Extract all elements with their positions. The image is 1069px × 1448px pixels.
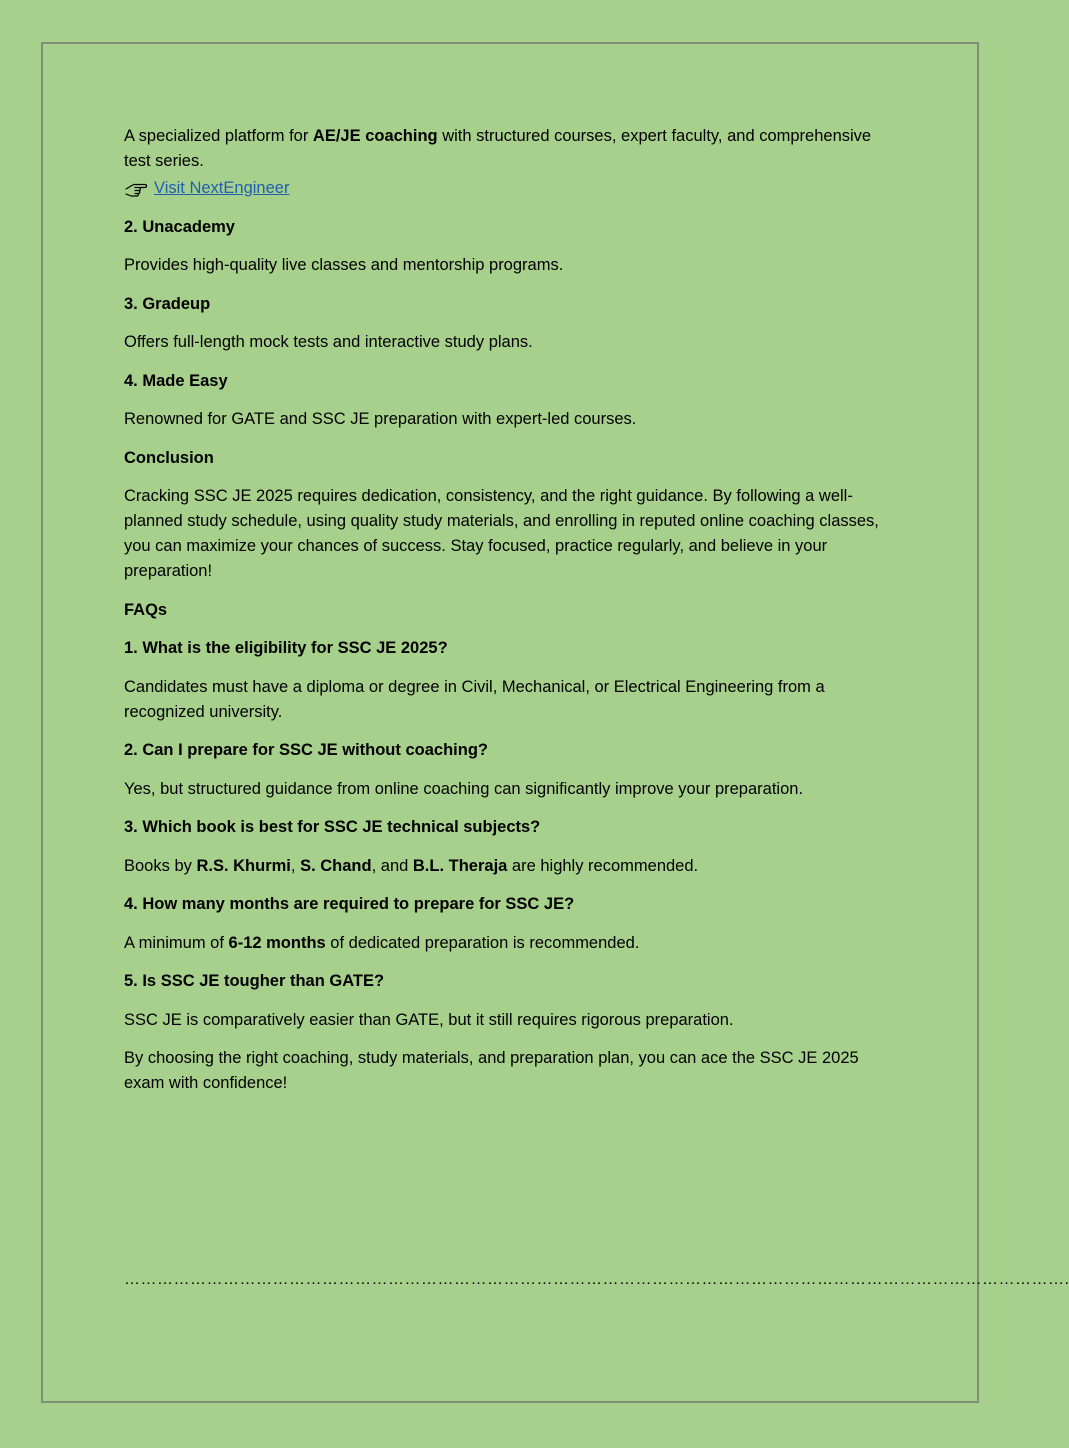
- faqs-heading: FAQs: [124, 600, 168, 619]
- duration-bold: 6-12 months: [228, 933, 326, 952]
- faq-answer-3: [124, 854, 902, 879]
- platform-3-desc: Offers full-length mock tests and interactive study plans.: [124, 333, 533, 351]
- book-author-3: B.L. Theraja: [412, 856, 508, 875]
- faq-question-1: 1. What is the eligibility for SSC JE 2025?: [124, 639, 448, 657]
- faq-answer-3-text-4: are highly recommended.: [507, 856, 699, 875]
- document-body: [124, 124, 902, 1110]
- faq-question-5: 5. Is SSC JE tougher than GATE?: [124, 972, 385, 990]
- intro-text-2: with structured courses, expert faculty, and comprehensive test series.: [124, 127, 872, 170]
- conclusion-heading: Conclusion: [124, 448, 214, 467]
- faq-answer-1: Candidates must have a diploma or degree in Civil, Mechanical, or Electrical Engineering from a recognized university.: [124, 677, 825, 721]
- dotted-separator: ……………………………………………………………………………………………………………………………………………………….: [124, 1271, 1069, 1288]
- conclusion-text: Cracking SSC JE 2025 requires dedication, consistency, and the right guidance. By following a well-planned study schedule, using quality study materials, and enrolling in reputed online coaching classes, you can maximize your chances of success. Stay focused, practice regularly, and believe in your preparation!: [124, 487, 879, 580]
- intro-text-1: A specialized platform for: [124, 127, 313, 145]
- intro-bold: AE/JE coaching: [312, 127, 438, 145]
- faq-question-3: 3. Which book is best for SSC JE technical subjects?: [124, 818, 541, 836]
- faq-question-4: 4. How many months are required to prepare for SSC JE?: [124, 895, 575, 913]
- intro-paragraph: [124, 124, 902, 174]
- faq-answer-2: Yes, but structured guidance from online coaching can significantly improve your preparation.: [124, 779, 804, 798]
- link-line: [124, 176, 902, 201]
- faq-answer-3-text-1: Books by: [124, 856, 197, 875]
- faq-answer-4-text-2: of dedicated preparation is recommended.: [325, 933, 640, 952]
- faq-answer-4-text-1: A minimum of: [124, 933, 229, 952]
- pointing-hand-icon: [124, 179, 148, 199]
- platform-4-title: 4. Made Easy: [124, 371, 228, 390]
- platform-3-title: 3. Gradeup: [124, 294, 211, 313]
- book-author-1: R.S. Khurmi: [196, 856, 291, 875]
- faq-answer-5: SSC JE is comparatively easier than GATE, but it still requires rigorous preparation.: [124, 1010, 734, 1029]
- visit-nextengineer-link[interactable]: Visit NextEngineer: [154, 179, 290, 197]
- faq-question-2: 2. Can I prepare for SSC JE without coaching?: [124, 741, 488, 759]
- faq-answer-3-text-2: ,: [290, 856, 301, 875]
- faq-answer-4: [124, 931, 902, 956]
- platform-2-desc: Provides high-quality live classes and mentorship programs.: [124, 256, 564, 274]
- faq-answer-3-text-3: , and: [371, 856, 413, 875]
- platform-2-title: 2. Unacademy: [124, 217, 235, 236]
- book-author-2: S. Chand: [300, 856, 372, 875]
- platform-4-desc: Renowned for GATE and SSC JE preparation with expert-led courses.: [124, 410, 637, 428]
- closing-paragraph: By choosing the right coaching, study materials, and preparation plan, you can ace the SSC JE 2025 exam with confidence!: [124, 1049, 859, 1092]
